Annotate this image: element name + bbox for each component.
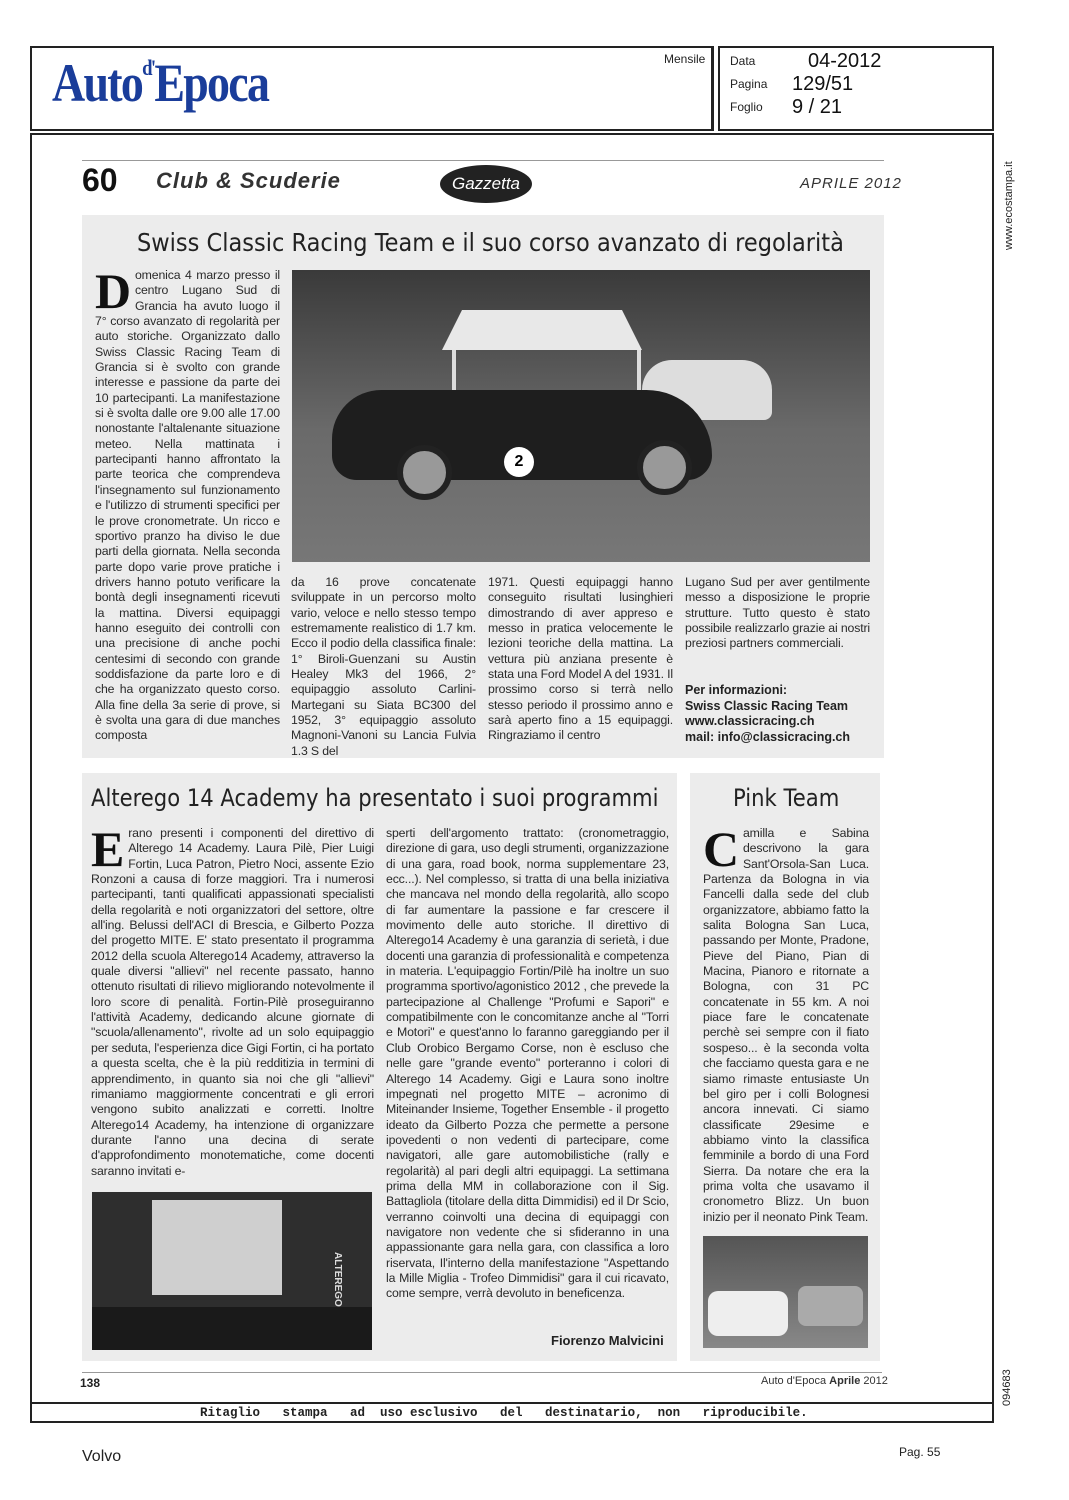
article-author: Fiorenzo Malvicini	[551, 1333, 664, 1348]
info-title: Per informazioni:	[685, 683, 788, 697]
photo-ford-sierra	[703, 1236, 868, 1348]
data-value: 04-2012	[808, 50, 882, 72]
issue-date: APRILE 2012	[800, 175, 902, 192]
reproduction-notice: Ritaglio stampa ad uso esclusivo del destinatario, non riproducibile.	[200, 1406, 808, 1420]
article-column: Domenica 4 marzo presso il centro Lugano Sud di Grancia ha avuto luogo il 7° corso avanzato di regolarità per auto storiche. Organizzato dallo Swiss Classic Racing Team di Grancia si è svolto con grande interesse e passione da parte dei 10 partecipanti. La manifestazione si è svolta dalle ore 9.00 alle 17.00 nonostante l'altalenante situazione meteo. Nella mattinata i partecipanti hanno affrontato la parte teorica che comprendeva l'insegnamento sul funzionamento e l'utilizzo di strumenti specifici per le prove cronometrate. Un ricco e sportivo pranzo ha diviso le due parti della giornata. Nella seconda parte dopo varie prove pratiche i drivers hanno potuto verificare la bontà degli insegnamenti ricevuti la mattina. Diversi equipaggi hanno eseguito dei controlli con una precisione di anche pochi centesimi di secondo con grande soddisfazione da parte loro e di che ha organizzato questo corso. Alla fine della 3a serie di prove, si è svolta una gara di due manches composta	[95, 263, 280, 743]
article-column: da 16 prove concatenate sviluppate in un percorso molto vario, veloce e nello stesso tempo estremamente realistico di 1.7 km. Ecco il podio della classifica finale: 1° Biroli-Guenzani su Austin Healey Mk3 del 1966, 2° equipaggio assoluto Carlini-Martegani su Siata BC300 del 1952, 3° equipaggio assoluto Magnoni-Vanoni su Lancia Fulvia 1.3 S del	[291, 575, 476, 758]
race-number: 2	[504, 447, 534, 477]
article-title: Swiss Classic Racing Team e il suo corso avanzato di regolarità	[137, 228, 844, 257]
info-block	[685, 683, 850, 745]
page-footer-number: 138	[80, 1376, 101, 1390]
code-vertical: 094683	[1001, 1369, 1013, 1406]
foglio-value: 9 / 21	[792, 96, 843, 118]
info-team: Swiss Classic Racing Team	[685, 698, 849, 713]
photo-conference	[92, 1192, 372, 1350]
article-title: Alterego 14 Academy ha presentato i suoi programmi	[91, 784, 659, 812]
pagina-label: Pagina	[730, 77, 768, 91]
foglio-label: Foglio	[730, 100, 763, 114]
article-column: Erano presenti i componenti del direttivo di Alterego 14 Academy. Laura Pilè, Pier Luigi Fortin, Luca Patron, Pietro Noci, assente Ezio Ronzoni a causa di forze maggiori. Tra i numerosi partecipanti, tanti qualificati appassionati specialisti della regolarità e noti organizzatori del settore, oltre all'ing. Belussi dell'ACI di Brescia, e Gilberto Pozza del progetto MITE. E' stato presentato il programma 2012 della scuola Alterego14 Academy, attraverso la quale diversi "allievi" nel recente passato, hanno ottenuto risultati di rilievo migliorando notevolmente il loro score di penalità. Fortin-Pilè proseguiranno l'attività Academy, dedicando alcune giornate di "scuola/allenamento", rivolte ad un solo equipaggio per seduta, l'esperienza dice Gigi Fortin, ci ha portato a questa scelta, che è la più redditizia in termini di apprendimento, in quanto sia noi che gli "allievi" rimaniamo maggiormente concentrati e gli errori vengono subito analizzati e corretti. Inoltre Alterego14 Academy, ha intenzione di organizzare durante l'anno una decina di serate d'approfondimento monotematiche, come docenti saranno invitati e-	[91, 821, 374, 1178]
website-vertical: www.ecostampa.it	[1003, 161, 1015, 250]
article-column: 1971. Questi equipaggi hanno conseguito risultati lusinghieri dimostrando di aver appreso e messo in pratica velocemente le lezioni teoriche della mattina. La vettura più anziana presente è stata una Ford Model A del 1931. Il prossimo corso si terrà nello stesso periodo il prossimo anno e sarà aperto fino a 15 equipaggi. Ringraziamo il centro	[488, 575, 673, 743]
page-number: 60	[82, 162, 118, 198]
page-reference: Pag. 55	[899, 1445, 941, 1459]
section-title: Club & Scuderie	[156, 168, 341, 193]
article-title: Pink Team	[733, 784, 840, 812]
client-name: Volvo	[82, 1448, 122, 1465]
gazzetta-badge: Gazzetta	[440, 165, 532, 203]
publication-logo: Auto$^{d'}$Epoca	[52, 53, 269, 113]
article-column: Lugano Sud per aver gentilmente messo a disposizione le proprie strutture. Tutto questo è stato possibile realizzarlo grazie ai nostri preziosi partners commerciali.	[685, 575, 870, 651]
page-footer-publication: Auto d'Epoca Aprile 2012	[761, 1375, 888, 1387]
frequency-label: Mensile	[664, 52, 706, 66]
data-label: Data	[730, 54, 756, 68]
info-email-link[interactable]: mail: info@classicracing.ch	[685, 729, 851, 744]
article-column: sperti dell'argomento trattato: (cronometraggio, direzione di gara, uso degli strumenti, organizzazione di una gara, road book, norma supplementare 23, ecc...). Nel complesso, si tratta di una bella iniziativa che mancava nel mondo della regolarità, allo scopo di far aumentare la passione e far crescere il movimento delle auto storiche. Il direttivo di Alterego14 Academy è una garanzia di serietà, i due docenti una garanzia di professionalità e competenza in materia. L'equipaggio Fortin/Pilè ha inoltre un suo programma sportivo/agonistico 2012 , che prevede la partecipazione al Challenge "Profumi e Sapori" e compatibilmente con le concomitanze anche al "Torri e Motori" e quest'anno lo faranno gareggiando per il Club Orobico Bergamo Corse, non è escluso che nelle gare "grande evento" porteranno i colori di Alterego 14 Academy. Gigi e Laura sono inoltre impegnati nel progetto MITE – acronimo di Miteinander Insieme, Together Ensemble - il progetto ideato da Gilberto Pozza che permette a persone ipovedenti o non vedenti di partecipare, come navigatori, alle gare automobilistiche (rally e regolarità) al pari degli altri equipaggi. La settimana prima della MM in collaborazione con il Sig. Battagliola (titolare della ditta Dimmidisi) ed il Dr Scio, verranno coinvolti una decina di equipaggi con navigatore non vedente che si sfideranno in una appassionante gara nella gara, con classifica a loro riservata, Il'interno della manifestazione "Aspettando la Mille Miglia - Trofeo Dimmidisi" gara il cui ricavato, come sempre, verrà devoluto in beneficenza.	[386, 826, 669, 1301]
pagina-value: 129/51	[792, 73, 854, 95]
photo-classic-car	[292, 270, 870, 562]
info-website-link[interactable]: www.classicracing.ch	[685, 714, 815, 728]
article-column: Camilla e Sabina descrivono la gara Sant'Orsola-San Luca. Partenza da Bologna in via Fancelli dalla sede del club organizzatore, abbiamo fatto la salita Bologna San Luca, passando per Monte, Pradone, Pieve del Piano, Pian di Macina, Pianoro e ritornate a Bologna, con 31 PC concatenate in 55 km. A noi piace fare le concatenate perchè sei sempre con il fiato sospeso... è la seconda volta che facciamo questa gara e ne siamo rimaste entusiaste Un bel giro per i colli Bolognesi ancora innevati. Ci siamo classificate 29esime e abbiamo vinto la classifica femminile a bordo di una Ford Sierra. Da notare che era la prima volta che usavamo il cronometro Blizz. Un buon inizio per il neonato Pink Team.	[703, 821, 869, 1224]
banner-text: ALTEREGO	[332, 1252, 343, 1307]
